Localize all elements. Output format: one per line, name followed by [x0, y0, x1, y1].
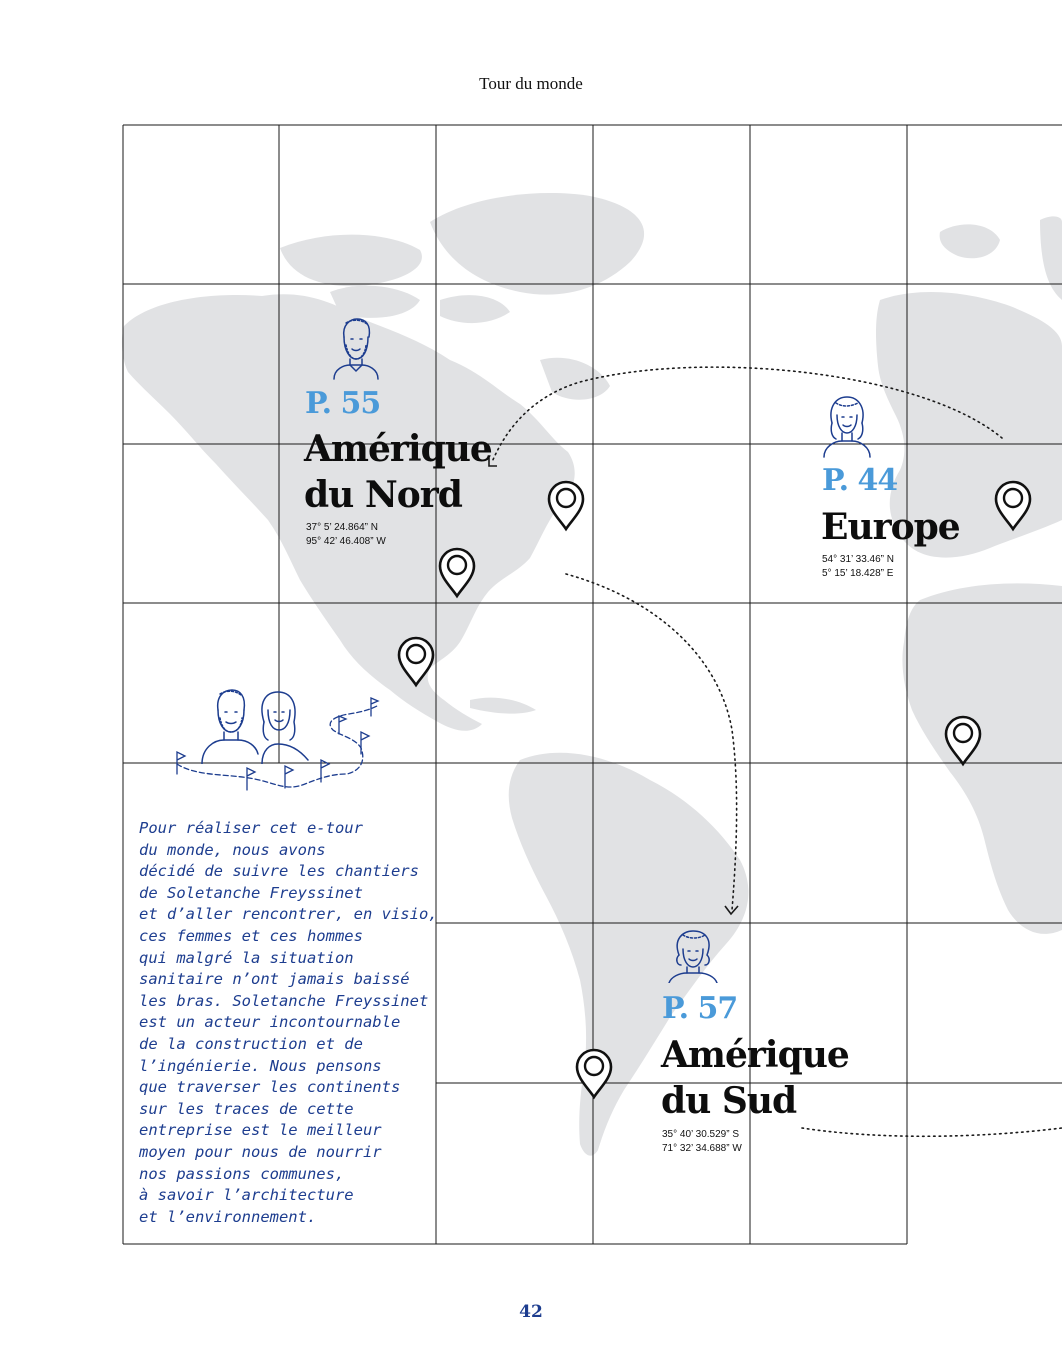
intro-line: que traverser les continents — [139, 1078, 401, 1097]
intro-paragraph — [139, 818, 438, 1228]
longitude: 95° 42’ 46.408” W — [306, 536, 386, 547]
intro-line: à savoir l’architecture — [139, 1186, 354, 1205]
map-pin-icon — [574, 1048, 614, 1100]
flag-trail-icon — [165, 692, 387, 804]
intro-line: moyen pour nous de nourrir — [139, 1142, 382, 1161]
intro-line: de la construction et de — [139, 1034, 363, 1053]
map-pin-icon — [993, 480, 1033, 532]
region-name-line: Europe — [821, 506, 960, 548]
region-name-line: du Nord — [304, 474, 462, 516]
europe-title — [821, 504, 960, 550]
intro-line: et l’environnement. — [139, 1207, 317, 1226]
intro-line: du monde, nous avons — [139, 840, 326, 859]
region-name-line: du Sud — [661, 1080, 797, 1122]
intro-line: ces femmes et ces hommes — [139, 926, 363, 945]
page-number: 42 — [519, 1302, 543, 1322]
north-america-title — [304, 426, 492, 518]
latitude: 35° 40’ 30.529” S — [662, 1129, 740, 1140]
map-pin-icon — [437, 547, 477, 599]
intro-line: nos passions communes, — [139, 1164, 345, 1183]
intro-line: Pour réaliser cet e-tour — [139, 819, 363, 837]
intro-line: l’ingénierie. Nous pensons — [139, 1056, 382, 1075]
intro-line: entreprise est le meilleur — [139, 1121, 382, 1140]
intro-line: sanitaire n’ont jamais baissé — [139, 970, 410, 989]
region-name-line: Amérique — [304, 428, 492, 470]
north-america-coordinates — [306, 521, 386, 549]
europe-coordinates — [822, 553, 894, 581]
intro-line: les bras. Soletanche Freyssinet — [139, 991, 429, 1010]
longitude: 5° 15’ 18.428” E — [822, 568, 894, 579]
woman-portrait-icon — [820, 393, 874, 459]
north-america-page-ref: P. 55 — [305, 386, 381, 421]
south-america-title — [661, 1032, 849, 1124]
latitude: 54° 31’ 33.46” N — [822, 554, 895, 565]
map-pin-icon — [396, 636, 436, 688]
region-name-line: Amérique — [661, 1034, 849, 1076]
intro-line: est un acteur incontournable — [139, 1013, 401, 1032]
intro-line: qui malgré la situation — [139, 948, 354, 967]
south-america-page-ref: P. 57 — [662, 991, 738, 1026]
intro-line: sur les traces de cette — [139, 1099, 354, 1118]
intro-line: décidé de suivre les chantiers — [139, 862, 419, 881]
map-pin-icon — [943, 715, 983, 767]
intro-line: et d’aller rencontrer, en visio, — [139, 905, 438, 924]
map-pin-icon — [546, 480, 586, 532]
latitude: 37° 5’ 24.864” N — [306, 522, 379, 533]
bearded-man-portrait-icon — [330, 315, 382, 381]
europe-page-ref: P. 44 — [822, 463, 898, 498]
woman-portrait-icon — [665, 929, 721, 983]
intro-line: de Soletanche Freyssinet — [139, 883, 363, 902]
south-america-coordinates — [662, 1128, 742, 1156]
longitude: 71° 32’ 34.688” W — [662, 1143, 742, 1154]
running-header: Tour du monde — [479, 74, 583, 93]
